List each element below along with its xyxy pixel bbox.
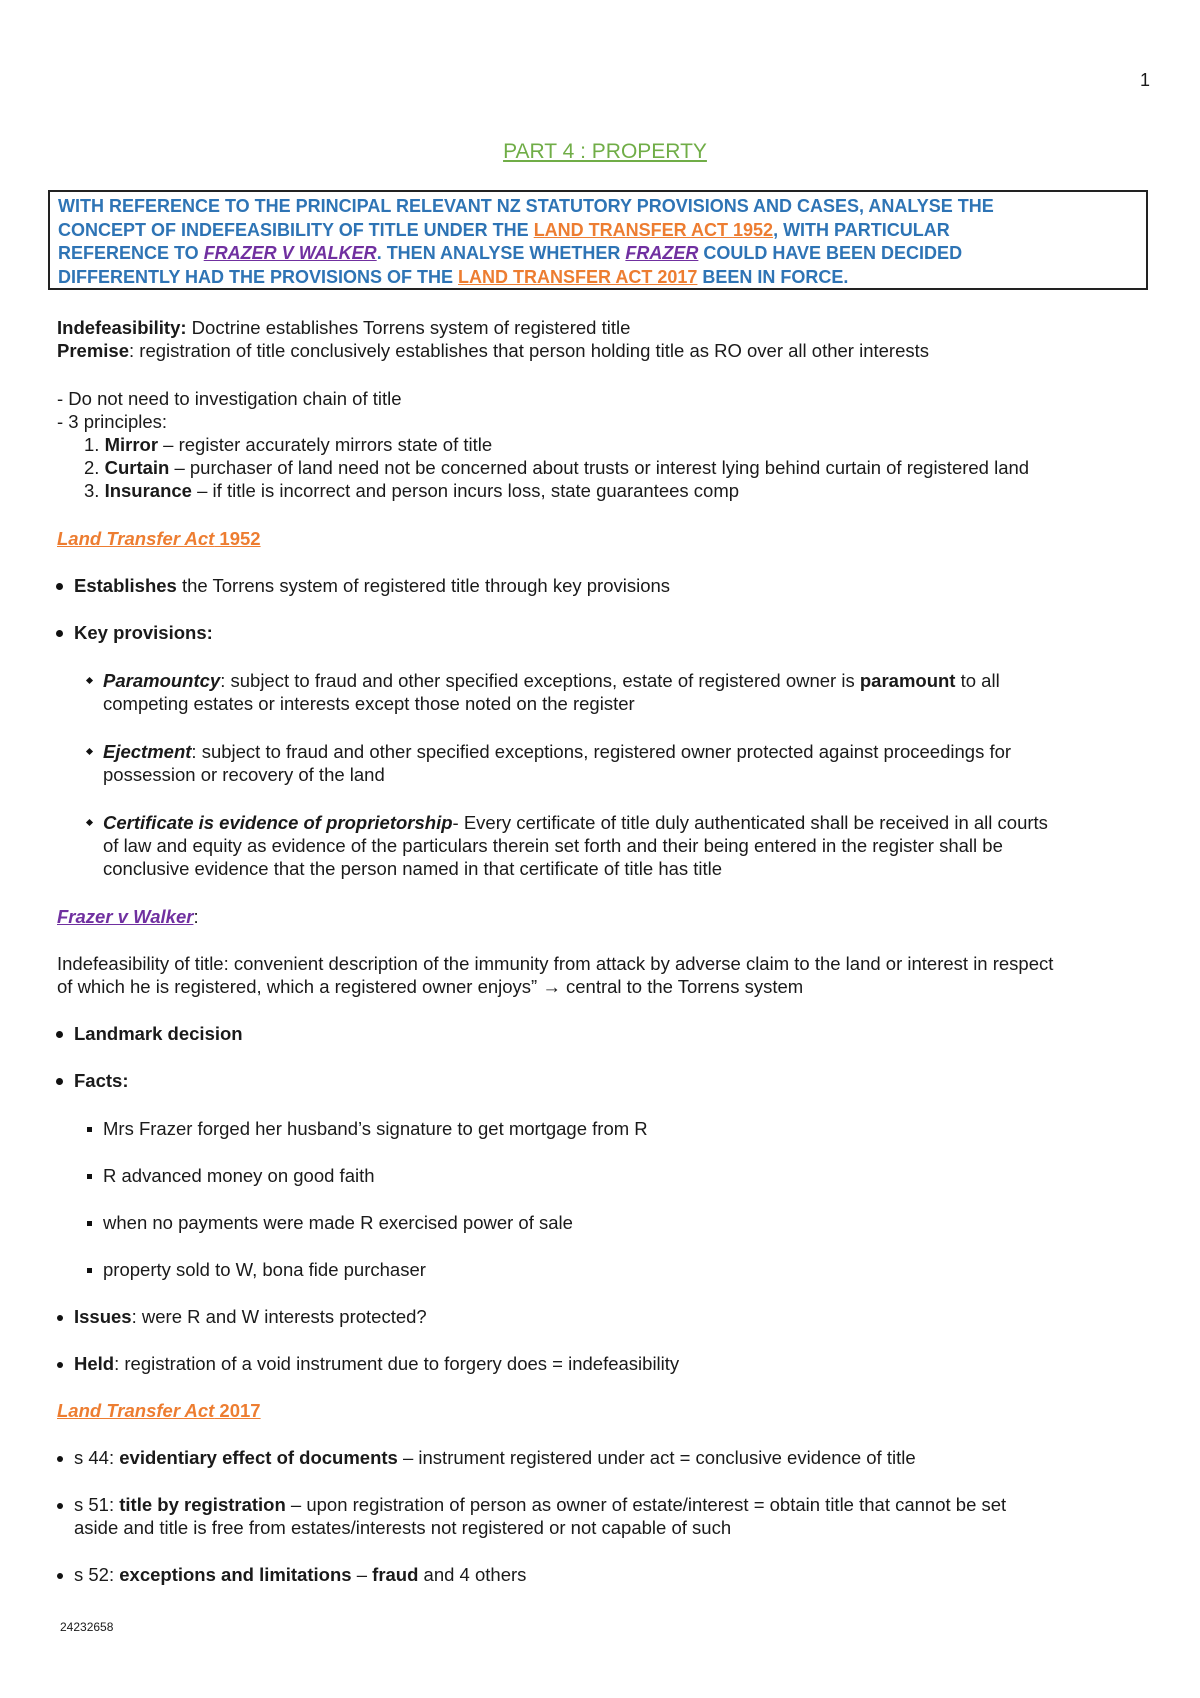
frazer-link[interactable]: FRAZER <box>625 243 699 263</box>
bullet-icon <box>57 1503 63 1509</box>
sub-list-item-continuation: conclusive evidence that the person named in that certificate of title has title <box>103 858 723 879</box>
frazer-quote: Indefeasibility of title: convenient description of the immunity from attack by adverse claim to the land or interest in respect <box>57 953 1054 974</box>
principle-item: 2. Curtain – purchaser of land need not be concerned about trusts or interest lying behind curtain of registered land <box>84 457 1030 478</box>
sub-list-item: R advanced money on good faith <box>103 1165 375 1186</box>
diamond-bullet-icon <box>86 748 93 755</box>
question-line-4: DIFFERENTLY HAD THE PROVISIONS OF THE LAND TRANSFER ACT 2017 BEEN IN FORCE. <box>58 266 849 287</box>
bullet-icon <box>56 630 63 637</box>
dash-item: - Do not need to investigation chain of title <box>57 388 402 409</box>
frazer-v-walker-link[interactable]: FRAZER V WALKER <box>203 243 377 263</box>
dash-item: - 3 principles: <box>57 411 168 432</box>
square-bullet-icon <box>87 1127 92 1132</box>
sub-list-item: Paramountcy: subject to fraud and other specified exceptions, estate of registered owner is paramount to all <box>103 670 1000 691</box>
arrow-right-icon: → <box>542 976 561 997</box>
page-title: PART 4 : PROPERTY <box>503 140 707 163</box>
sub-list-item: Certificate is evidence of proprietorship- Every certificate of title duly authenticated shall be received in all courts <box>103 812 1048 833</box>
list-item: s 44: evidentiary effect of documents – instrument registered under act = conclusive evidence of title <box>74 1447 916 1468</box>
sub-list-item-continuation: competing estates or interests except those noted on the register <box>103 693 635 714</box>
question-line-2: CONCEPT OF INDEFEASIBILITY OF TITLE UNDER THE LAND TRANSFER ACT 1952, WITH PARTICULAR <box>58 219 950 240</box>
frazer-quote: of which he is registered, which a registered owner enjoys” → central to the Torrens system <box>57 976 804 997</box>
bullet-icon <box>57 1573 63 1579</box>
question-line-3: REFERENCE TO FRAZER V WALKER. THEN ANALYSE WHETHER FRAZER COULD HAVE BEEN DECIDED <box>58 243 963 263</box>
list-item: Establishes the Torrens system of registered title through key provisions <box>74 575 671 596</box>
indefeasibility-definition: Indefeasibility: Doctrine establishes Torrens system of registered title <box>57 317 631 338</box>
list-item-continuation: aside and title is free from estates/interests not registered or not capable of such <box>74 1517 732 1538</box>
list-item: s 52: exceptions and limitations – fraud and 4 others <box>74 1564 527 1585</box>
list-item: Issues: were R and W interests protected? <box>74 1306 427 1327</box>
lta-2017-link[interactable]: LAND TRANSFER ACT 2017 <box>458 266 698 287</box>
list-item: Landmark decision <box>74 1023 243 1044</box>
sub-list-item-continuation: of law and equity as evidence of the particulars therein set forth and their being entered in the register shall be <box>103 835 1003 856</box>
bullet-icon <box>56 583 63 590</box>
principle-item: 1. Mirror – register accurately mirrors state of title <box>84 434 493 455</box>
bullet-icon <box>57 1362 63 1368</box>
question-box <box>48 190 1148 290</box>
bullet-icon <box>57 1315 63 1321</box>
frazer-heading: Frazer v Walker: <box>57 906 199 927</box>
lta-1952-heading: Land Transfer Act 1952 <box>57 528 261 549</box>
sub-list-item: Ejectment: subject to fraud and other specified exceptions, registered owner protected against proceedings for <box>103 741 1012 762</box>
sub-list-item: Mrs Frazer forged her husband’s signature to get mortgage from R <box>103 1118 648 1139</box>
list-item: Facts: <box>74 1070 129 1091</box>
bullet-icon <box>56 1031 63 1038</box>
page-number: 1 <box>1139 70 1150 90</box>
list-item: s 51: title by registration – upon registration of person as owner of estate/interest = obtain title that cannot be set <box>74 1494 1007 1515</box>
principle-item: 3. Insurance – if title is incorrect and person incurs loss, state guarantees comp <box>84 480 740 501</box>
square-bullet-icon <box>87 1221 92 1226</box>
sub-list-item: when no payments were made R exercised power of sale <box>103 1212 573 1233</box>
footer-id: 24232658 <box>60 1620 114 1634</box>
lta-1952-link[interactable]: LAND TRANSFER ACT 1952 <box>533 219 774 240</box>
list-item: Held: registration of a void instrument due to forgery does = indefeasibility <box>74 1353 680 1374</box>
square-bullet-icon <box>87 1268 92 1273</box>
diamond-bullet-icon <box>86 677 93 684</box>
lta-2017-heading: Land Transfer Act 2017 <box>57 1400 261 1421</box>
question-line-1: WITH REFERENCE TO THE PRINCIPAL RELEVANT NZ STATUTORY PROVISIONS AND CASES, ANALYSE THE <box>58 196 994 216</box>
sub-list-item-continuation: possession or recovery of the land <box>103 764 385 785</box>
list-item: Key provisions: <box>74 622 213 643</box>
bullet-icon <box>56 1078 63 1085</box>
diamond-bullet-icon <box>86 819 93 826</box>
square-bullet-icon <box>87 1174 92 1179</box>
premise-definition: Premise: registration of title conclusively establishes that person holding title as RO over all other interests <box>57 340 930 361</box>
bullet-icon <box>57 1456 63 1462</box>
sub-list-item: property sold to W, bona fide purchaser <box>103 1259 426 1280</box>
